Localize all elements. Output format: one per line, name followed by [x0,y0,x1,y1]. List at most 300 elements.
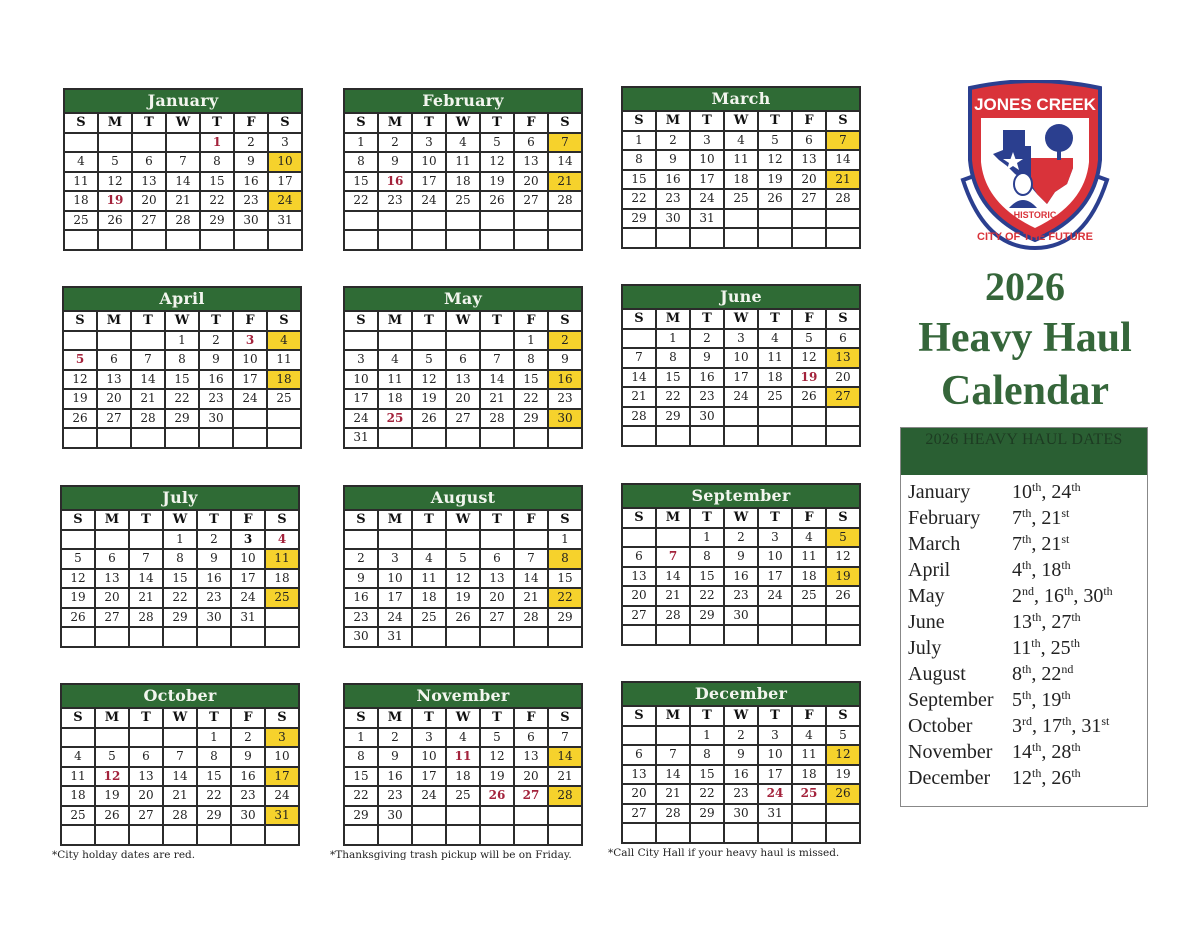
day-cell: 9 [235,153,267,171]
month-title: July [62,487,298,509]
month-title: January [65,90,301,112]
empty-cell [62,826,94,844]
empty-cell [827,805,859,823]
day-cell: 10 [413,153,445,171]
empty-cell [657,229,689,247]
day-cell: 25 [413,609,445,627]
holiday-day: 4 [266,531,298,549]
day-cell: 15 [623,171,655,189]
empty-cell [515,429,547,447]
weekday-header: W [167,114,199,132]
empty-cell [447,531,479,549]
month-june [621,284,861,447]
day-cell: 13 [96,570,128,588]
empty-cell [130,531,162,549]
weekday-header: M [657,509,689,527]
month-grid [623,507,859,644]
day-cell: 27 [133,212,165,230]
day-cell: 18 [413,589,445,607]
day-cell: 23 [691,388,723,406]
weekday-header: T [481,511,513,529]
day-cell: 19 [96,787,128,805]
day-cell: 6 [481,550,513,568]
day-cell: 21 [132,390,164,408]
day-cell: 22 [164,589,196,607]
weekday-header: S [623,509,655,527]
empty-cell [345,231,377,249]
day-cell: 14 [657,568,689,586]
empty-cell [657,626,689,644]
empty-cell [827,607,859,625]
empty-cell [198,628,230,646]
day-cell: 3 [345,351,377,369]
dates-row [901,635,1147,661]
weekday-header: T [413,709,445,727]
empty-cell [447,826,479,844]
day-cell: 14 [549,153,581,171]
month-title: November [345,685,581,707]
dates-row-dates: 2nd, 16th, 30th [1012,584,1113,607]
day-cell: 17 [759,766,791,784]
day-cell: 5 [447,550,479,568]
heavy-haul-day: 22 [549,589,581,607]
empty-cell [413,212,445,230]
day-cell: 20 [133,192,165,210]
day-cell: 25 [447,787,479,805]
svg-text:CITY OF THE FUTURE: CITY OF THE FUTURE [977,231,1093,243]
weekday-header: S [62,511,94,529]
day-cell: 10 [234,351,266,369]
heavy-haul-day: 31 [266,807,298,825]
title-year: 2026 [985,264,1065,309]
day-cell: 15 [345,173,377,191]
empty-cell [132,429,164,447]
weekday-header: W [166,312,198,330]
empty-cell [379,332,411,350]
day-cell: 11 [413,570,445,588]
heavy-haul-day: 28 [549,787,581,805]
day-cell: 17 [232,570,264,588]
title-line-1: Heavy Haul [918,315,1132,361]
dates-row-dates: 11th, 25th [1012,636,1080,659]
empty-cell [62,628,94,646]
day-cell: 20 [793,171,825,189]
weekday-header: W [725,112,757,130]
empty-cell [481,212,513,230]
empty-cell [198,826,230,844]
weekday-header: M [379,709,411,727]
day-cell: 30 [379,807,411,825]
weekday-header: W [164,709,196,727]
day-cell: 21 [481,390,513,408]
day-cell: 19 [827,766,859,784]
jones-creek-logo [955,80,1115,250]
day-cell: 20 [827,369,859,387]
day-cell: 18 [379,390,411,408]
empty-cell [691,229,723,247]
city-seal-icon [955,80,1115,250]
day-cell: 2 [725,727,757,745]
day-cell: 15 [691,568,723,586]
day-cell: 29 [657,408,689,426]
weekday-header: S [827,509,859,527]
dates-row-month: November [908,741,993,763]
day-cell: 26 [447,609,479,627]
empty-cell [164,729,196,747]
day-cell: 12 [447,570,479,588]
weekday-header: T [691,310,723,328]
day-cell: 6 [96,550,128,568]
day-cell: 24 [759,587,791,605]
footnote-thanksgiving: *Thanksgiving trash pickup will be on Friday. [330,849,572,861]
weekday-header: M [98,312,130,330]
day-cell: 14 [481,371,513,389]
empty-cell [793,210,825,228]
day-cell: 28 [549,192,581,210]
holiday-day: 19 [793,369,825,387]
empty-cell [759,427,791,445]
day-cell: 9 [379,748,411,766]
month-grid [345,707,581,844]
weekday-header: T [691,509,723,527]
day-cell: 1 [166,332,198,350]
month-grid [345,310,581,447]
day-cell: 29 [515,410,547,428]
holiday-day: 26 [481,787,513,805]
dates-table-body [901,475,1147,791]
day-cell: 11 [62,768,94,786]
day-cell: 21 [549,768,581,786]
empty-cell [725,408,757,426]
day-cell: 13 [515,153,547,171]
day-cell: 22 [198,787,230,805]
dates-row-dates: 7th, 21st [1012,506,1070,529]
day-cell: 23 [200,390,232,408]
day-cell: 4 [413,550,445,568]
day-cell: 28 [130,609,162,627]
day-cell: 13 [623,766,655,784]
day-cell: 22 [166,390,198,408]
empty-cell [345,212,377,230]
day-cell: 20 [623,785,655,803]
title-line-2: Calendar [941,368,1109,414]
day-cell: 18 [65,192,97,210]
empty-cell [623,427,655,445]
day-cell: 21 [623,388,655,406]
weekday-header: S [266,709,298,727]
dates-row-month: June [908,611,945,633]
day-cell: 27 [98,410,130,428]
day-cell: 9 [549,351,581,369]
day-cell: 25 [65,212,97,230]
day-cell: 21 [657,785,689,803]
empty-cell [234,429,266,447]
day-cell: 1 [691,727,723,745]
heavy-haul-day: 21 [827,171,859,189]
heavy-haul-day: 7 [549,134,581,152]
day-cell: 28 [657,805,689,823]
day-cell: 2 [379,729,411,747]
dates-row [901,739,1147,765]
day-cell: 2 [232,729,264,747]
weekday-header: S [827,707,859,725]
month-title: September [623,485,859,507]
day-cell: 25 [447,192,479,210]
empty-cell [65,134,97,152]
day-cell: 4 [379,351,411,369]
weekday-header: T [759,707,791,725]
day-cell: 11 [447,153,479,171]
day-cell: 12 [827,548,859,566]
day-cell: 20 [98,390,130,408]
dates-row-dates: 13th, 27th [1012,610,1081,633]
empty-cell [481,531,513,549]
day-cell: 27 [130,807,162,825]
empty-cell [447,231,479,249]
weekday-header: S [269,114,301,132]
day-cell: 11 [793,548,825,566]
day-cell: 12 [481,748,513,766]
day-cell: 27 [515,192,547,210]
holiday-day: 25 [379,410,411,428]
month-july [60,485,300,648]
day-cell: 26 [827,587,859,605]
day-cell: 5 [99,153,131,171]
weekday-header: S [623,112,655,130]
day-cell: 2 [345,550,377,568]
empty-cell [268,429,300,447]
weekday-header: S [268,312,300,330]
weekday-header: S [549,114,581,132]
empty-cell [549,826,581,844]
weekday-header: M [99,114,131,132]
day-cell: 28 [623,408,655,426]
heavy-haul-day: 12 [827,746,859,764]
empty-cell [481,231,513,249]
day-cell: 3 [379,550,411,568]
day-cell: 30 [200,410,232,428]
day-cell: 15 [164,570,196,588]
dates-row-month: April [908,559,951,581]
day-cell: 2 [198,531,230,549]
day-cell: 23 [345,609,377,627]
month-title: October [62,685,298,707]
day-cell: 19 [64,390,96,408]
month-february [343,88,583,251]
heavy-haul-day: 5 [827,529,859,547]
empty-cell [623,229,655,247]
day-cell: 25 [268,390,300,408]
weekday-header: T [759,112,791,130]
empty-cell [725,824,757,842]
holiday-day: 19 [99,192,131,210]
heavy-haul-day: 18 [268,371,300,389]
day-cell: 15 [515,371,547,389]
weekday-header: T [759,509,791,527]
day-cell: 26 [64,410,96,428]
day-cell: 1 [345,729,377,747]
day-cell: 12 [413,371,445,389]
day-cell: 25 [62,807,94,825]
day-cell: 26 [413,410,445,428]
empty-cell [96,826,128,844]
holiday-day: 24 [759,785,791,803]
day-cell: 1 [657,330,689,348]
empty-cell [657,529,689,547]
weekday-header: M [379,511,411,529]
weekday-header: T [759,310,791,328]
dates-row [901,583,1147,609]
day-cell: 27 [623,805,655,823]
day-cell: 7 [132,351,164,369]
day-cell: 23 [657,190,689,208]
empty-cell [130,826,162,844]
day-cell: 17 [269,173,301,191]
day-cell: 23 [725,587,757,605]
day-cell: 26 [759,190,791,208]
month-title: June [623,286,859,308]
dates-row-dates: 10th, 24th [1012,480,1081,503]
empty-cell [515,826,547,844]
empty-cell [759,824,791,842]
day-cell: 27 [793,190,825,208]
day-cell: 29 [623,210,655,228]
weekday-header: W [447,312,479,330]
day-cell: 20 [481,589,513,607]
month-grid [623,110,859,247]
day-cell: 10 [345,371,377,389]
empty-cell [232,826,264,844]
empty-cell [269,231,301,249]
empty-cell [345,531,377,549]
empty-cell [623,727,655,745]
month-title: December [623,683,859,705]
month-september [621,483,861,646]
day-cell: 30 [691,408,723,426]
day-cell: 8 [345,748,377,766]
day-cell: 13 [623,568,655,586]
day-cell: 13 [481,570,513,588]
dates-row-month: October [908,715,973,737]
day-cell: 18 [793,766,825,784]
empty-cell [413,231,445,249]
day-cell: 29 [691,607,723,625]
weekday-header: T [413,511,445,529]
heavy-haul-day: 21 [549,173,581,191]
day-cell: 8 [691,746,723,764]
month-grid [65,112,301,249]
empty-cell [549,807,581,825]
day-cell: 6 [133,153,165,171]
dates-row-month: January [908,481,971,503]
weekday-header: T [132,312,164,330]
empty-cell [64,332,96,350]
month-october [60,683,300,846]
day-cell: 5 [96,748,128,766]
day-cell: 15 [345,768,377,786]
holiday-day: 27 [515,787,547,805]
day-cell: 26 [96,807,128,825]
day-cell: 4 [793,529,825,547]
day-cell: 8 [345,153,377,171]
empty-cell [793,408,825,426]
day-cell: 18 [793,568,825,586]
weekday-header: F [232,709,264,727]
empty-cell [827,824,859,842]
day-cell: 24 [345,410,377,428]
day-cell: 31 [759,805,791,823]
day-cell: 11 [725,151,757,169]
day-cell: 17 [691,171,723,189]
day-cell: 5 [827,727,859,745]
day-cell: 13 [130,768,162,786]
day-cell: 2 [657,132,689,150]
weekday-header: T [198,511,230,529]
empty-cell [759,408,791,426]
weekday-header: T [200,312,232,330]
empty-cell [657,727,689,745]
empty-cell [62,531,94,549]
weekday-header: S [266,511,298,529]
day-cell: 30 [198,609,230,627]
day-cell: 28 [167,212,199,230]
weekday-header: T [691,112,723,130]
empty-cell [379,212,411,230]
day-cell: 14 [623,369,655,387]
empty-cell [164,826,196,844]
day-cell: 24 [379,609,411,627]
weekday-header: W [447,114,479,132]
holiday-day: 3 [234,332,266,350]
day-cell: 22 [691,587,723,605]
day-cell: 8 [198,748,230,766]
weekday-header: S [827,112,859,130]
weekday-header: F [515,709,547,727]
day-cell: 30 [232,807,264,825]
day-cell: 22 [623,190,655,208]
day-cell: 26 [481,192,513,210]
day-cell: 31 [269,212,301,230]
empty-cell [657,427,689,445]
day-cell: 3 [725,330,757,348]
empty-cell [96,531,128,549]
weekday-header: F [793,509,825,527]
heavy-haul-day: 27 [827,388,859,406]
day-cell: 10 [759,548,791,566]
dates-row [901,505,1147,531]
day-cell: 16 [345,589,377,607]
day-cell: 20 [96,589,128,607]
day-cell: 4 [793,727,825,745]
day-cell: 24 [725,388,757,406]
heavy-haul-day: 7 [827,132,859,150]
month-title: May [345,288,581,310]
day-cell: 29 [166,410,198,428]
empty-cell [130,628,162,646]
weekday-header: S [345,511,377,529]
day-cell: 28 [827,190,859,208]
day-cell: 12 [99,173,131,191]
day-cell: 23 [379,787,411,805]
weekday-header: F [235,114,267,132]
empty-cell [447,332,479,350]
holiday-day: 25 [793,785,825,803]
month-grid [623,705,859,842]
dates-row-month: March [908,533,961,555]
empty-cell [725,210,757,228]
holiday-day: 11 [447,748,479,766]
weekday-header: W [725,310,757,328]
